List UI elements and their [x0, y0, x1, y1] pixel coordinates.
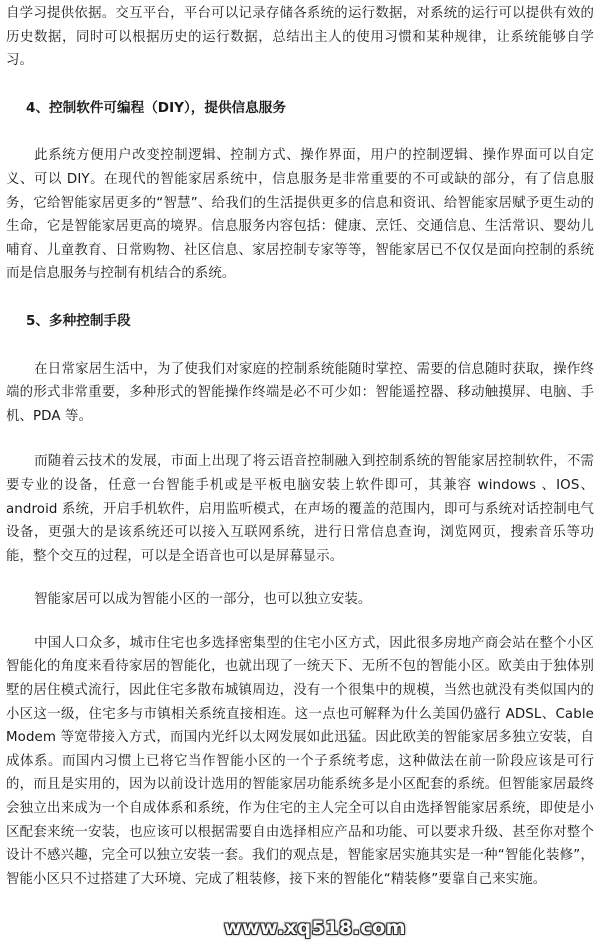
paragraph-gap	[0, 73, 600, 97]
paragraph-gap	[0, 286, 600, 310]
paragraph-gap	[0, 334, 600, 358]
paragraph-gap	[0, 428, 600, 450]
section-5-paragraph-china-vs-west: 中国人口众多，城市住宅也多选择密集型的住宅小区方式，因此很多房地产商会站在整个小区智能化的角度来看待家居的智能化，也就出现了一统天下、无所不包的智能小区。欧美由于独体别墅的居住模式流行，因此住宅多散布城镇周边，没有一个很集中的规模，当然也就没有类似国内的小区这一级，住宅多与市镇相关系统直接相连。这一点也可解释为什么美国仍盛行 ADSL、Cable Modem 等宽带接入方式，而国内光纤以太网发展如此迅猛。因此欧美的智能家居多独立安装，自成体系。而国内习惯上已将它当作智能小区的一个子系统考虑，这种做法在前一阶段应该是可行的，而且是实用的，因为以前设计选用的智能家居功能系统多是小区配套的系统。但智能家居最终会独立出来成为一个自成体系和系统，作为住宅的主人完全可以自由选择智能家居系统，即使是小区配套来统一安装，也应该可以根据需要自由选择相应产品和功能、可以要求升级、甚至你对整个设计不感兴趣，完全可以独立安装一套。我们的观点是，智能家居实施其实是一种“智能化装修”，智能小区只不过搭建了大环境、完成了粗装修，接下来的智能化“精装修”要靠自己来实施。	[6, 635, 594, 887]
paragraph-gap	[0, 612, 600, 632]
intro-paragraph: 自学习提供依据。交互平台，平台可以记录存储各系统的运行数据，对系统的运行可以提供有效的历史数据，同时可以根据历史的运行数据，总结出主人的使用习惯和某种规律，让系统能够自学习。	[6, 6, 594, 69]
section-5-paragraph-terminals: 在日常家居生活中，为了使我们对家庭的控制系统能随时掌控、需要的信息随时获取，操作终端的形式非常重要，多种形式的智能操作终端是必不可少如：智能遥控器、移动触摸屏、电脑、手机、PDA 等。	[6, 361, 594, 424]
site-watermark: www.xq518.com	[224, 917, 407, 939]
section-heading-4: 4、控制软件可编程（DIY），提供信息服务	[26, 99, 286, 116]
paragraph-gap	[0, 120, 600, 144]
section-4-paragraph: 此系统方便用户改变控制逻辑、控制方式、操作界面，用户的控制逻辑、操作界面可以自定义、可以 DIY。在现代的智能家居系统中，信息服务是非常重要的不可或缺的部分，有了信息服务，它给智能家居更多的“智慧”、给我们的生活提供更多的信息和资讯、给智能家居赋予更生动的生命，它是智能家居更高的境界。信息服务内容包括：健康、烹饪、交通信息、生活常识、婴幼儿哺育、儿童教育、日常购物、社区信息、家居控制专家等等，智能家居已不仅仅是面向控制的系统而是信息服务与控制有机结合的系统。	[6, 148, 594, 282]
paragraph-gap	[0, 568, 600, 588]
section-5-paragraph-community: 智能家居可以成为智能小区的一部分，也可以独立安装。	[34, 592, 372, 608]
section-heading-5: 5、多种控制手段	[26, 312, 131, 329]
section-5-paragraph-cloud-voice: 而随着云技术的发展，市面上出现了将云语音控制融入到控制系统的智能家居控制软件，不需要专业的设备，任意一台智能手机或是平板电脑安装上软件即可，其兼容 windows 、IOS、 android 系统，开启手机软件，启用监听模式，在声场的覆盖的范围内，即可与系统对话控制电气设备，更强大的是该系统还可以接入互联网系统，进行日常信息查询，浏览网页，搜索音乐等功能，整个交互的过程，可以是全语音也可以是屏幕显示。	[6, 454, 594, 564]
